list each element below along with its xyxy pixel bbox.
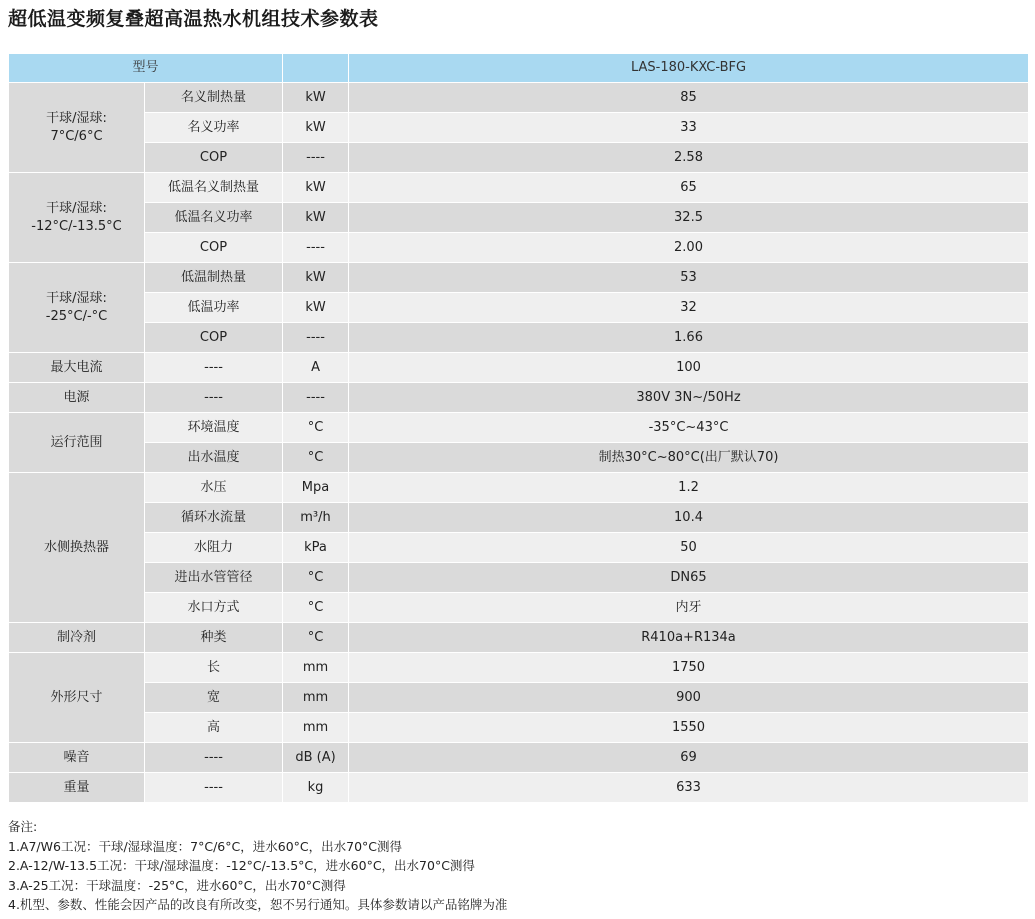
note-item: 1.A7/W6工况：干球/湿球温度：7°C/6°C，进水60°C，出水70°C测得 — [8, 838, 403, 854]
group-label: 电源 — [9, 383, 145, 413]
table-row — [9, 443, 1029, 473]
param-name: 进出水管管径 — [145, 563, 283, 593]
param-value: 100 — [349, 353, 1029, 383]
param-value: 85 — [349, 83, 1029, 113]
param-name: 低温功率 — [145, 293, 283, 323]
param-value: 32.5 — [349, 203, 1029, 233]
table-row — [9, 233, 1029, 263]
param-unit: A — [283, 353, 349, 383]
param-unit: Mpa — [283, 473, 349, 503]
group-label: 噪音 — [9, 743, 145, 773]
param-unit: °C — [283, 443, 349, 473]
table-row — [9, 473, 1029, 503]
param-unit: kW — [283, 83, 349, 113]
group-label: 制冷剂 — [9, 623, 145, 653]
param-unit: °C — [283, 563, 349, 593]
group-label: 最大电流 — [9, 353, 145, 383]
param-unit: mm — [283, 653, 349, 683]
param-value: 10.4 — [349, 503, 1029, 533]
table-row — [9, 383, 1029, 413]
param-value: 53 — [349, 263, 1029, 293]
table-row — [9, 533, 1029, 563]
table-row — [9, 113, 1029, 143]
param-name: 名义功率 — [145, 113, 283, 143]
spec-table — [8, 53, 1029, 803]
param-value: -35°C~43°C — [349, 413, 1029, 443]
param-name: COP — [145, 323, 283, 353]
param-value: 2.00 — [349, 233, 1029, 263]
param-unit: kW — [283, 113, 349, 143]
param-name: COP — [145, 143, 283, 173]
param-name: 环境温度 — [145, 413, 283, 443]
param-value: 32 — [349, 293, 1029, 323]
param-unit: ---- — [283, 323, 349, 353]
table-row — [9, 503, 1029, 533]
note-item: 3.A-25工况：干球温度：-25°C，进水60°C，出水70°C测得 — [8, 877, 346, 893]
table-row — [9, 323, 1029, 353]
param-name: ---- — [145, 353, 283, 383]
model-label: 型号 — [9, 54, 283, 83]
group-label: 重量 — [9, 773, 145, 803]
param-name: 宽 — [145, 683, 283, 713]
table-row — [9, 353, 1029, 383]
param-unit: kPa — [283, 533, 349, 563]
param-unit: kW — [283, 203, 349, 233]
param-unit: ---- — [283, 233, 349, 263]
param-unit: °C — [283, 413, 349, 443]
param-value: 633 — [349, 773, 1029, 803]
param-value: 900 — [349, 683, 1029, 713]
param-value: R410a+R134a — [349, 623, 1029, 653]
table-row — [9, 683, 1029, 713]
table-row — [9, 173, 1029, 203]
note-item: 4.机型、参数、性能会因产品的改良有所改变，恕不另行通知。具体参数请以产品铭牌为准 — [8, 897, 508, 913]
param-value: 1550 — [349, 713, 1029, 743]
param-unit: ---- — [283, 143, 349, 173]
param-name: COP — [145, 233, 283, 263]
param-name: 水压 — [145, 473, 283, 503]
table-row — [9, 713, 1029, 743]
param-name: 低温制热量 — [145, 263, 283, 293]
param-name: 名义制热量 — [145, 83, 283, 113]
page-title: 超低温变频复叠超高温热水机组技术参数表 — [8, 8, 379, 30]
param-value: 69 — [349, 743, 1029, 773]
table-row — [9, 203, 1029, 233]
param-value: 内牙 — [349, 593, 1029, 623]
table-row — [9, 263, 1029, 293]
param-value: 1.2 — [349, 473, 1029, 503]
param-name: ---- — [145, 743, 283, 773]
param-value: 33 — [349, 113, 1029, 143]
param-unit: °C — [283, 623, 349, 653]
group-label: 外形尺寸 — [9, 653, 145, 743]
group-label: 干球/湿球: -12°C/-13.5°C — [9, 173, 145, 263]
param-name: 出水温度 — [145, 443, 283, 473]
table-row — [9, 593, 1029, 623]
param-unit: mm — [283, 713, 349, 743]
param-unit: kW — [283, 293, 349, 323]
param-name: 水阻力 — [145, 533, 283, 563]
table-row — [9, 623, 1029, 653]
param-value: 50 — [349, 533, 1029, 563]
param-name: 水口方式 — [145, 593, 283, 623]
param-name: ---- — [145, 773, 283, 803]
table-row — [9, 413, 1029, 443]
model-unit — [283, 54, 349, 83]
param-unit: m³/h — [283, 503, 349, 533]
table-row — [9, 563, 1029, 593]
param-unit: kW — [283, 263, 349, 293]
table-row — [9, 293, 1029, 323]
note-item: 2.A-12/W-13.5工况：干球/湿球温度：-12°C/-13.5°C，进水60°C，出水70°C测得 — [8, 858, 475, 874]
param-unit: °C — [283, 593, 349, 623]
param-value: 65 — [349, 173, 1029, 203]
param-value: 380V 3N~/50Hz — [349, 383, 1029, 413]
param-name: 长 — [145, 653, 283, 683]
param-unit: ---- — [283, 383, 349, 413]
param-name: ---- — [145, 383, 283, 413]
param-name: 种类 — [145, 623, 283, 653]
table-row — [9, 773, 1029, 803]
param-unit: kg — [283, 773, 349, 803]
group-label: 干球/湿球: 7°C/6°C — [9, 83, 145, 173]
param-name: 低温名义制热量 — [145, 173, 283, 203]
param-value: 制热30°C~80°C(出厂默认70) — [349, 443, 1029, 473]
table-row — [9, 743, 1029, 773]
param-value: 1.66 — [349, 323, 1029, 353]
group-label: 水侧换热器 — [9, 473, 145, 623]
param-unit: mm — [283, 683, 349, 713]
group-label: 干球/湿球: -25°C/-°C — [9, 263, 145, 353]
table-row — [9, 83, 1029, 113]
param-name: 高 — [145, 713, 283, 743]
table-header-row — [9, 54, 1029, 83]
notes — [8, 817, 507, 915]
model-value: LAS-180-KXC-BFG — [349, 54, 1029, 83]
param-name: 低温名义功率 — [145, 203, 283, 233]
notes-heading: 备注: — [8, 819, 38, 834]
param-value: DN65 — [349, 563, 1029, 593]
group-label: 运行范围 — [9, 413, 145, 473]
param-unit: kW — [283, 173, 349, 203]
table-row — [9, 143, 1029, 173]
param-unit: dB (A) — [283, 743, 349, 773]
param-value: 1750 — [349, 653, 1029, 683]
table-row — [9, 653, 1029, 683]
param-value: 2.58 — [349, 143, 1029, 173]
param-name: 循环水流量 — [145, 503, 283, 533]
